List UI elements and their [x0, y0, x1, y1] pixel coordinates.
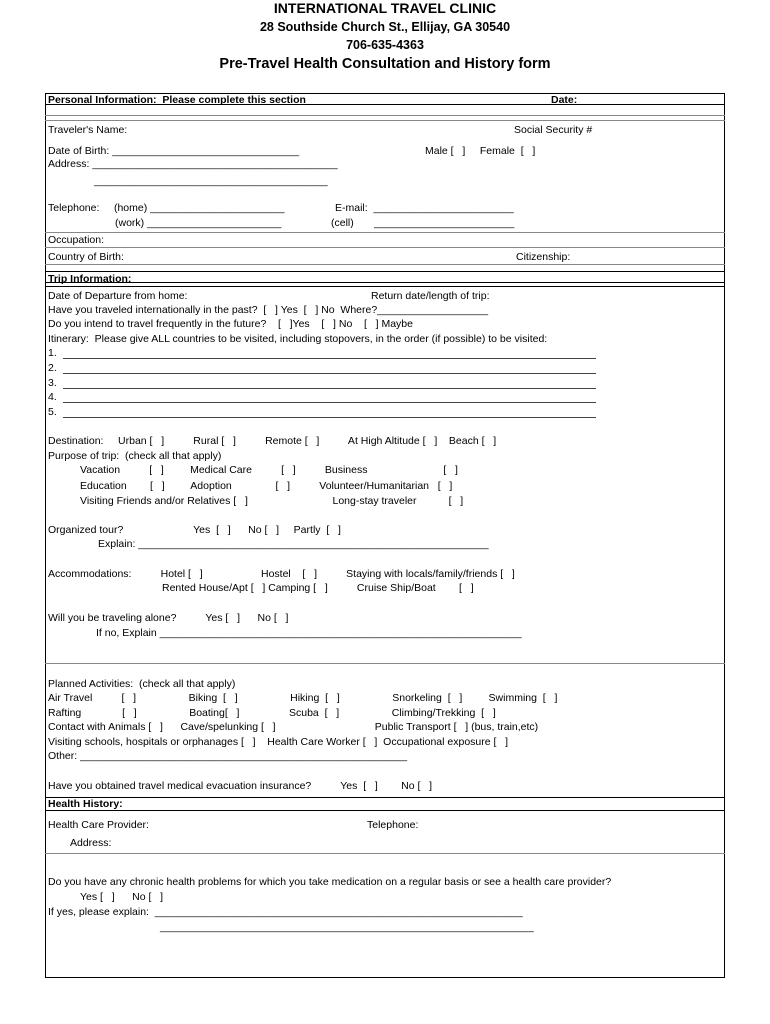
divider — [45, 247, 725, 248]
return-label: Return date/length of trip: — [371, 290, 490, 302]
health-telephone-label: Telephone: — [367, 819, 419, 831]
date-label: Date: — [551, 94, 578, 106]
tour-explain-field[interactable]: Explain: ____________________________________________________________ — [98, 538, 489, 550]
country-of-birth-label: Country of Birth: — [48, 251, 124, 263]
itinerary-underline — [63, 402, 596, 403]
destination-options[interactable]: Destination: Urban [ ] Rural [ ] Remote [ ] At High Altitude [ ] Beach [ ] — [48, 435, 497, 447]
itinerary-line[interactable]: 1. — [48, 347, 57, 359]
organized-tour-question[interactable]: Organized tour? Yes [ ] No [ ] Partly [ ] — [48, 524, 341, 536]
insurance-question[interactable]: Have you obtained travel medical evacuation insurance? Yes [ ] No [ ] — [48, 780, 433, 792]
itinerary-line[interactable]: 3. — [48, 377, 57, 389]
chronic-question: Do you have any chronic health problems for which you take medication on a regular basis or see a health care provider? — [48, 876, 612, 888]
divider — [45, 853, 725, 854]
intl-travel-question[interactable]: Have you traveled internationally in the past? [ ] Yes [ ] No Where?___________________ — [48, 304, 489, 316]
chronic-explain-field[interactable]: If yes, please explain: _______________________________________________________________ — [48, 906, 523, 918]
health-address-label: Address: — [70, 837, 112, 849]
divider — [45, 115, 725, 116]
purpose-options-row[interactable]: Vacation [ ] Medical Care [ ] Business [ ] — [80, 464, 458, 476]
section-trip-title: Trip Information: — [48, 273, 132, 285]
divider — [45, 286, 725, 287]
address-field[interactable]: Address: __________________________________________ — [48, 158, 338, 170]
section-personal-title: Personal Information: Please complete this section — [48, 94, 306, 106]
itinerary-underline — [63, 417, 596, 418]
section-health-title: Health History: — [48, 798, 123, 810]
citizenship-label: Citizenship: — [516, 251, 571, 263]
dob-field[interactable]: Date of Birth: ________________________________ — [48, 145, 300, 157]
divider — [45, 264, 725, 265]
itinerary-line[interactable]: 2. — [48, 362, 57, 374]
health-provider-label: Health Care Provider: — [48, 819, 149, 831]
telephone-work-field[interactable]: (work) _______________________ — [115, 217, 282, 229]
divider — [45, 232, 725, 233]
traveler-name-label: Traveler's Name: — [48, 124, 128, 136]
itinerary-line[interactable]: 4. — [48, 391, 57, 403]
itinerary-underline — [63, 373, 596, 374]
activities-row[interactable]: Air Travel [ ] Biking [ ] Hiking [ ] Snorkeling [ ] Swimming [ ] — [48, 692, 558, 704]
form-title: Pre-Travel Health Consultation and History form — [219, 56, 551, 72]
departure-label: Date of Departure from home: — [48, 290, 188, 302]
divider — [45, 663, 725, 664]
chronic-explain-field-2[interactable]: ________________________________________________________________ — [160, 921, 534, 933]
ssn-label: Social Security # — [514, 124, 593, 136]
section-bar-health — [45, 797, 725, 811]
frequent-travel-question[interactable]: Do you intend to travel frequently in the future? [ ]Yes [ ] No [ ] Maybe — [48, 318, 413, 330]
occupation-label: Occupation: — [48, 234, 105, 246]
accommodations-row[interactable]: Rented House/Apt [ ] Camping [ ] Cruise Ship/Boat [ ] — [162, 582, 474, 594]
clinic-address: 28 Southside Church St., Ellijay, GA 30540 — [259, 20, 511, 34]
cell-field[interactable]: (cell) ________________________ — [331, 217, 515, 229]
alone-question[interactable]: Will you be traveling alone? Yes [ ] No [ ] — [48, 612, 289, 624]
email-field[interactable]: E-mail: ________________________ — [335, 202, 514, 214]
alone-explain-field[interactable]: If no, Explain ______________________________________________________________ — [96, 627, 522, 639]
itinerary-instruction: Itinerary: Please give ALL countries to be visited, including stopovers, in the order (if possible) to be visited: — [48, 333, 548, 345]
purpose-options-row[interactable]: Visiting Friends and/or Relatives [ ] Long-stay traveler [ ] — [80, 495, 464, 507]
section-bar-trip — [45, 271, 725, 283]
activities-row[interactable]: Rafting [ ] Boating[ ] Scuba [ ] Climbing/Trekking [ ] — [48, 707, 496, 719]
purpose-options-row[interactable]: Education [ ] Adoption [ ] Volunteer/Humanitarian [ ] — [80, 480, 453, 492]
clinic-name: INTERNATIONAL TRAVEL CLINIC — [273, 0, 497, 16]
accommodations-row[interactable]: Accommodations: Hotel [ ] Hostel [ ] Staying with locals/family/friends [ ] — [48, 568, 515, 580]
itinerary-line[interactable]: 5. — [48, 406, 57, 418]
address-field-2[interactable]: ________________________________________ — [94, 175, 328, 187]
sex-checkboxes[interactable]: Male [ ] Female [ ] — [425, 145, 536, 157]
activities-row[interactable]: Visiting schools, hospitals or orphanages [ ] Health Care Worker [ ] Occupational exposure [ ] — [48, 736, 509, 748]
purpose-label: Purpose of trip: (check all that apply) — [48, 450, 222, 462]
activities-label: Planned Activities: (check all that apply) — [48, 678, 236, 690]
itinerary-underline — [63, 358, 596, 359]
telephone-home-field[interactable]: Telephone: (home) _______________________ — [48, 202, 285, 214]
other-field[interactable]: Other: ________________________________________________________ — [48, 750, 408, 762]
divider — [45, 120, 725, 121]
clinic-phone: 706-635-4363 — [346, 38, 424, 52]
activities-row[interactable]: Contact with Animals [ ] Cave/spelunking [ ] Public Transport [ ] (bus, train,etc) — [48, 721, 539, 733]
chronic-yes-no[interactable]: Yes [ ] No [ ] — [80, 891, 164, 903]
itinerary-underline — [63, 388, 596, 389]
